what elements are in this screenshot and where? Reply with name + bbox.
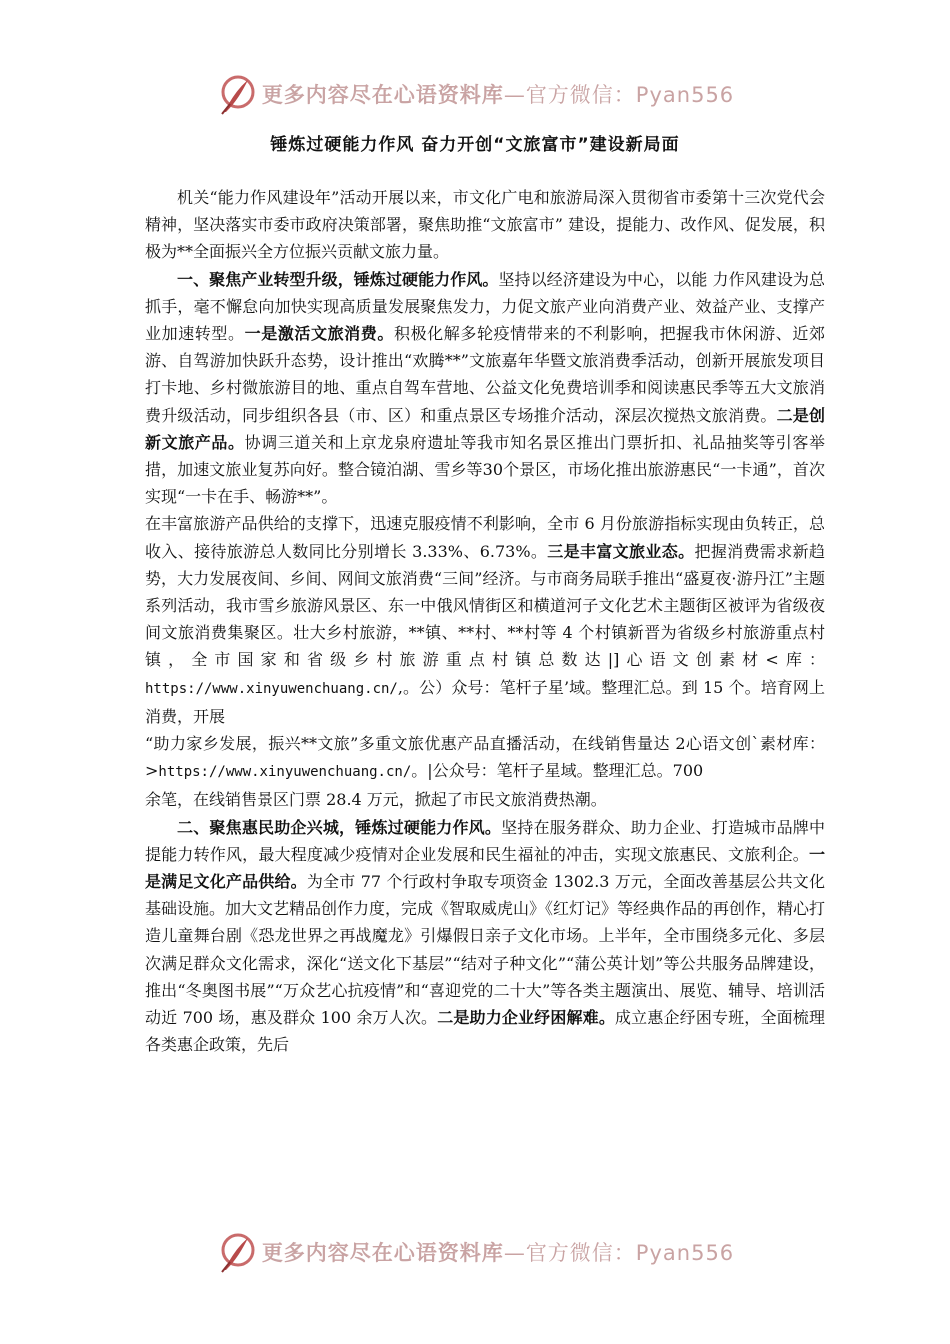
bold-heading-run: 二、聚焦惠民助企兴城，锤炼过硬能力作风。 — [177, 817, 502, 837]
feather-logo-icon — [216, 72, 256, 116]
text-run: 把握消费需求新趋势，大力发展夜间、乡间、网间文旅消费“三间”经济。与市商务局联手推出“盛夏夜·游丹江”主题系列活动，我市雪乡旅游风景区、东一中俄风情街区和横道河子文化艺术主题街区被评为省级夜间文旅消费集聚区。壮大乡村旅游，**镇、**村、**村等 4 个村镇新晋为省级乡村旅游重点村镇，全市国家和省级乡村旅游重点村镇总数达|]心语文创素材<库： — [145, 541, 825, 670]
text-run: 协调三道关和上京龙泉府遗址等我市知名景区推出门票折扣、礼品抽奖等引客举措，加速文旅业复苏向好。整合镜泊湖、雪乡等30个景区，市场化推出旅游惠民“一卡通”，首次实现“一卡在手、畅游**”。 — [145, 432, 825, 507]
header-watermark-banner — [0, 68, 950, 120]
bold-heading-run: 三是丰富文旅业态。 — [547, 541, 695, 561]
paragraph — [145, 730, 825, 786]
text-run: 余笔，在线销售景区门票 28.4 万元，掀起了市民文旅消费热潮。 — [145, 790, 607, 810]
banner-text: 更多内容尽在心语资料库—官方微信：Pyan556 — [261, 83, 735, 107]
text-run: 为全市 77 个行政村争取专项资金 1302.3 万元，全面改善基层公共文化基础设施。加大文艺精品创作力度，完成《智取威虎山》《红灯记》等经典作品的再创作，精心打造儿童舞台剧《恐龙世界之再战魔龙》引爆假日亲子文化市场。上半年，全市围绕多元化、多层次满足群众文化需求，深化“送文化下基层”“结对子种文化”“蒲公英计划”等公共服务品牌建设，推出“冬奥图书展”“万众艺心抗疫情”和“喜迎党的二十大”等各类主题演出、展览、辅导、培训活动近 700 场，惠及群众 100 余万人次。 — [145, 872, 826, 1028]
bold-heading-run: 一、聚焦产业转型升级，锤炼过硬能力作风。 — [177, 269, 499, 289]
document-title: 锤炼过硬能力作风 奋力开创“文旅富市”建设新局面 — [270, 135, 680, 155]
text-run: 积极化解多轮疫情带来的不利影响，把握我市休闲游、近郊游、自驾游加快跃升态势，设计推出“欢腾**”文旅嘉年华暨文旅消费季活动，创新开展旅发项目打卡地、乡村微旅游目的地、重点自驾车营地、公益文化免费培训季和阅读惠民季等五大文旅消费升级活动，同步组织各县（市、区）和重点景区专场推介活动，深层次搅热文旅消费。 — [145, 324, 825, 425]
text-run: 成立惠企纾困专班，全面梳理各类惠企政策，先后 — [145, 1008, 825, 1055]
text-run: 。|公众号：笔杆子星域。整理汇总。700 — [411, 761, 704, 781]
banner-text: 更多内容尽在心语资料库—官方微信：Pyan556 — [261, 1241, 735, 1265]
paragraph — [145, 814, 825, 1059]
bold-heading-run: 二是创新文旅产品。 — [145, 405, 825, 452]
paragraph — [145, 266, 825, 511]
url-text-run: https://www.xinyuwenchuang.cn/ — [158, 764, 412, 781]
text-run: 坚持在服务群众、助力企业、打造城市品牌中提能力转作风，最大程度减少疫情对企业发展和民生福祉的冲击，实现文旅惠民、文旅利企。 — [145, 817, 825, 864]
text-run: 坚持以经济建设为中心，以能 力作风建设为总抓手，毫不懈怠向加快实现高质量发展聚焦发力，力促文旅产业向消费产业、效益产业、支撑产业加速转型。 — [145, 269, 825, 344]
text-run: 在丰富旅游产品供给的支撑下，迅速克服疫情不利影响，全市 6 月份旅游指标实现由负转正，总收入、接待旅游总人数同比分别增长 3.33%、6.73%。 — [145, 514, 825, 561]
footer-watermark-banner — [0, 1226, 950, 1278]
bold-heading-run: 一是激活文旅消费。 — [244, 324, 394, 344]
paragraph — [145, 510, 825, 730]
text-run: ,。公）众号：笔杆子星’域。整理汇总。到 15 个。培育网上消费，开展 — [145, 677, 825, 726]
bold-heading-run: 二是助力企业纾困解难。 — [437, 1008, 615, 1028]
feather-logo-icon — [216, 1230, 256, 1274]
bold-heading-run: 一是满足文化产品供给。 — [145, 844, 825, 892]
paragraph — [145, 184, 825, 266]
text-run: 机关“能力作风建设年”活动开展以来，市文化广电和旅游局深入贯彻省市委第十三次党代会精神，坚决落实市委市政府决策部署，聚焦助推“文旅富市” 建设，提能力、改作风、促发展，积极为**全面振兴全方位振兴贡献文旅力量。 — [145, 188, 825, 262]
text-run: “助力家乡发展，振兴**文旅”多重文旅优惠产品直播活动，在线销售量达 2心语文创`素材库：> — [145, 734, 825, 781]
url-text-run: https://www.xinyuwenchuang.cn/ — [145, 680, 398, 697]
document-body — [145, 184, 825, 1059]
paragraph — [145, 786, 825, 813]
